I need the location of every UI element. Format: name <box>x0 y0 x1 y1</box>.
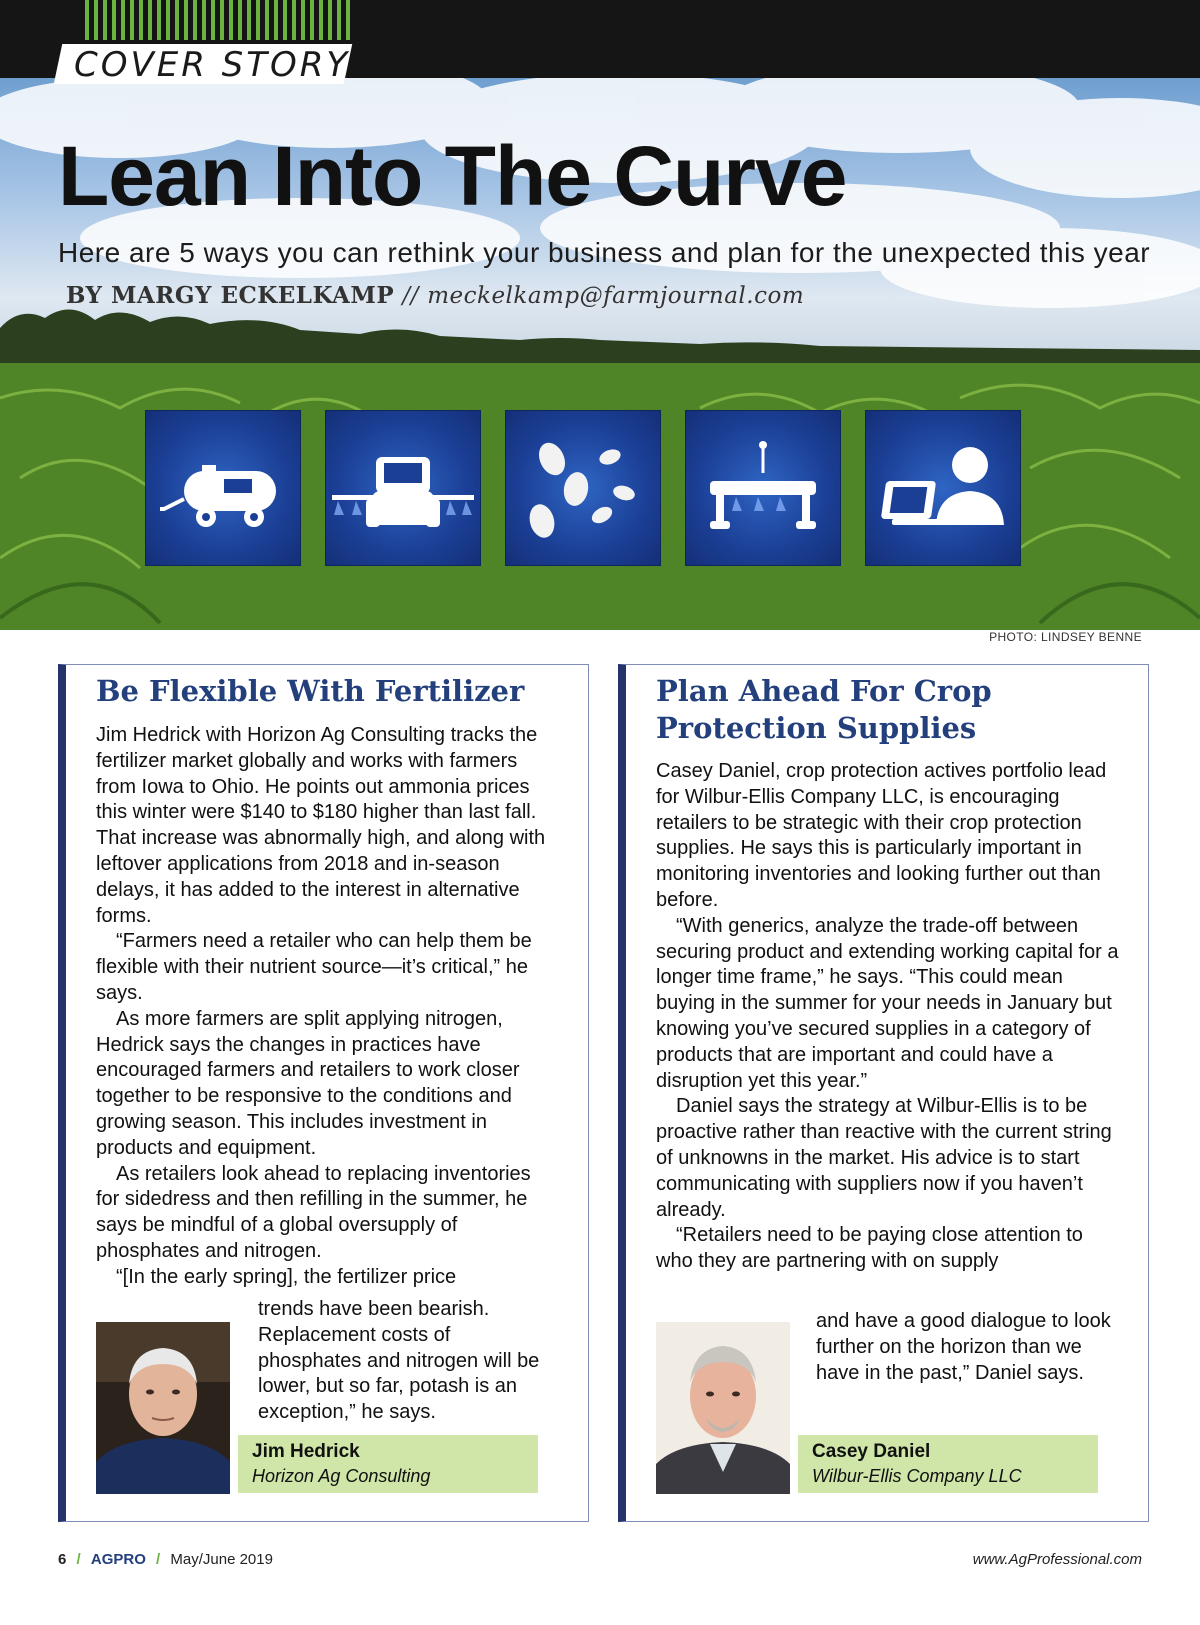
footer-separator: / <box>76 1551 81 1568</box>
caption-organization: Horizon Ag Consulting <box>252 1466 431 1486</box>
article-headline: Lean Into The Curve <box>58 129 847 223</box>
computer-user-icon <box>865 410 1021 566</box>
page-number: 6 <box>58 1551 67 1568</box>
issue-date: May/June 2019 <box>170 1551 273 1568</box>
fertilizer-paragraph-5-rest: trends have been bearish. Replacement costs of phosphates and nitrogen will be lower, but so far, potash is an exception,” he says. <box>258 1298 540 1424</box>
footer-separator: / <box>156 1551 161 1568</box>
caption-name: Casey Daniel <box>812 1441 931 1462</box>
page-footer-left <box>58 1551 273 1568</box>
anhydrous-tank-icon <box>145 410 301 566</box>
fertilizer-paragraph-5-lead: “[In the early spring], the fertilizer price <box>116 1265 457 1288</box>
email-separator: // <box>402 283 419 309</box>
crop-paragraph-1: Casey Daniel, crop protection actives portfolio lead for Wilbur-Ellis Company LLC, is encouraging retailers to be strategic with their crop protection supplies. He says this is particularly important in monitoring inventories and looking further out than before. <box>656 760 1107 911</box>
fertilizer-paragraph-1: Jim Hedrick with Horizon Ag Consulting tracks the fertilizer market globally and works with farmers from Iowa to Ohio. He points out ammonia prices this winter were $140 to $180 higher than last fall. That increase was abnormally high, and along with leftover applications from 2018 and in-season delays, it has added to the interest in alternative forms. <box>96 724 546 927</box>
jim-hedrick-caption <box>238 1435 538 1493</box>
crop-paragraph-2: “With generics, analyze the trade-off between securing product and extending working capital for a longer time frame,” he says. “This could mean buying in the summer for your needs in January but knowing you’ve secured supplies in a category of products that are important and could have a disruption yet this year.” <box>656 914 1119 1092</box>
crop-paragraph-4-lead: “Retailers need to be paying close attention to who they are partnering with on supply <box>656 1224 1083 1273</box>
crop-paragraph-3: Daniel says the strategy at Wilbur-Ellis is to be proactive rather than reactive with the current string of unknowns in the market. His advice is to start communicating with suppliers now if you haven’t already. <box>656 1095 1112 1221</box>
fertilizer-paragraph-2: “Farmers need a retailer who can help them be flexible with their nutrient source—it’s critical,” he says. <box>96 930 532 1004</box>
fertilizer-body <box>96 723 558 1291</box>
crop-protection-sidebar <box>618 664 1149 1522</box>
fertilizer-paragraph-3: As more farmers are split applying nitrogen, Hedrick says the changes in practices have encouraged farmers and retailers to work closer together to be responsive to the conditions and growing season. This includes investment in products and equipment. <box>96 1007 520 1159</box>
deck-text: Here are 5 ways you can rethink your business and plan for the unexpected this year <box>58 237 1151 268</box>
crop-protection-body <box>656 759 1120 1275</box>
caption-organization: Wilbur-Ellis Company LLC <box>812 1466 1022 1486</box>
fertilizer-heading: Be Flexible With Fertilizer <box>96 674 525 708</box>
green-stripes-decoration <box>85 0 355 40</box>
seeds-icon <box>505 410 661 566</box>
casey-daniel-caption <box>798 1435 1098 1493</box>
planter-icon <box>685 410 841 566</box>
casey-daniel-photo <box>656 1322 790 1494</box>
jim-hedrick-photo <box>96 1322 230 1494</box>
section-kicker: COVER STORY <box>74 45 351 85</box>
crop-quote-continued <box>816 1309 1112 1386</box>
photo-credit: PHOTO: LINDSEY BENNE <box>989 630 1142 644</box>
caption-name: Jim Hedrick <box>252 1441 360 1462</box>
crop-protection-heading: Plan Ahead For Crop Protection Supplies <box>656 674 992 745</box>
website-link[interactable]: www.AgProfessional.com <box>972 1551 1142 1568</box>
author-email-link[interactable]: meckelkamp@farmjournal.com <box>427 283 805 309</box>
fertilizer-sidebar <box>58 664 589 1522</box>
fertilizer-quote-continued <box>258 1297 548 1426</box>
article-deck <box>58 232 1158 317</box>
magazine-brand: AGPRO <box>90 1551 146 1568</box>
crop-paragraph-4-rest: and have a good dialogue to look further on the horizon than we have in the past,” Daniel says. <box>816 1310 1111 1384</box>
byline: BY MARGY ECKELKAMP <box>66 282 395 309</box>
fertilizer-paragraph-4: As retailers look ahead to replacing inventories for sidedress and then refilling in the summer, he says be mindful of a global oversupply of phosphates and nitrogen. <box>96 1162 531 1262</box>
sprayer-tractor-icon <box>325 410 481 566</box>
